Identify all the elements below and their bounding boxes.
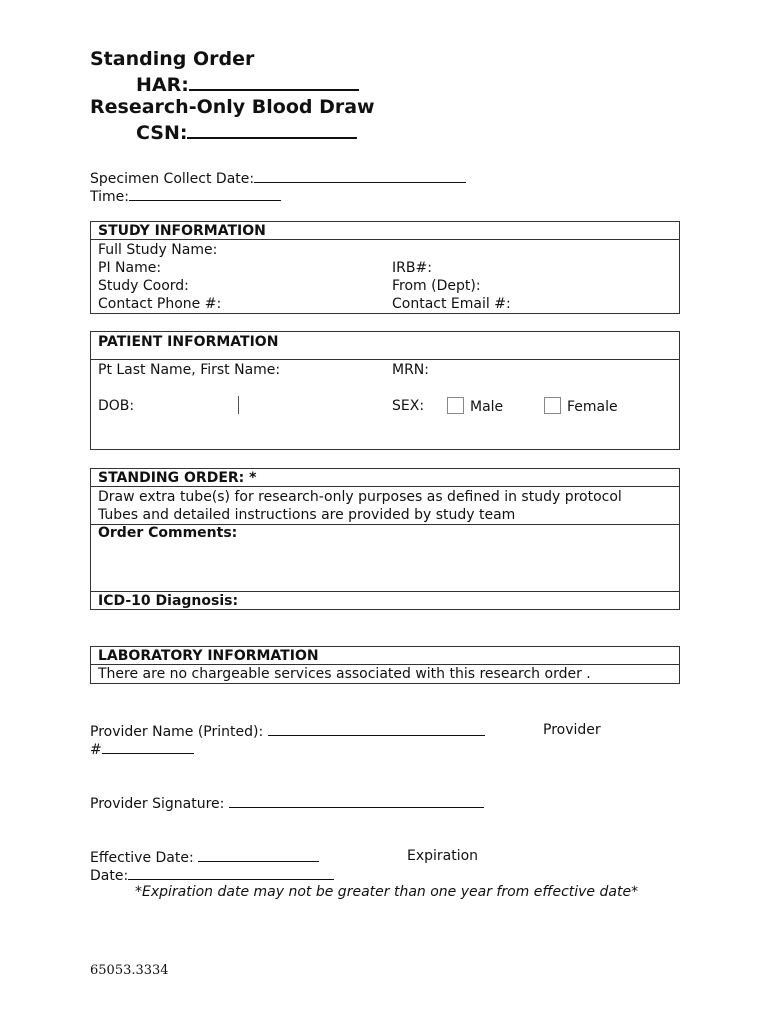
har-field[interactable] [189, 71, 359, 91]
female-checkbox[interactable] [544, 397, 561, 414]
expiration-note: *Expiration date may not be greater than one year from effective date* [135, 884, 639, 900]
title-research-blood-draw: Research-Only Blood Draw [90, 96, 375, 118]
har-label: HAR: [136, 74, 189, 96]
provider-name-line [90, 721, 485, 741]
female-option[interactable] [544, 397, 618, 416]
pi-name-label: PI Name: [98, 260, 162, 276]
footer-code: 65053.3334 [90, 963, 169, 978]
time-line [90, 186, 281, 206]
male-option[interactable] [447, 397, 503, 416]
order-comments-label: Order Comments: [98, 525, 238, 541]
standing-order-box [90, 468, 680, 610]
har-line [136, 71, 359, 97]
expiration-label-a: Expiration [407, 848, 479, 864]
mrn-label: MRN: [392, 362, 429, 378]
expiration-date-line [90, 865, 334, 885]
effective-date-line [90, 847, 319, 867]
provider-name-field[interactable] [268, 721, 485, 736]
specimen-date-field[interactable] [254, 168, 466, 183]
provider-number-field[interactable] [102, 739, 194, 754]
provider-number-line [90, 739, 194, 759]
specimen-date-line [90, 168, 466, 188]
study-info-title: STUDY INFORMATION [98, 223, 266, 239]
lab-info-box [90, 646, 680, 684]
full-study-name-label: Full Study Name: [98, 242, 218, 258]
lab-info-title: LABORATORY INFORMATION [98, 648, 319, 664]
csn-line [136, 119, 357, 145]
standing-order-title: STANDING ORDER: * [98, 470, 257, 486]
provider-signature-line [90, 793, 484, 813]
provider-name-label: Provider Name (Printed): [90, 724, 264, 740]
effective-date-field[interactable] [198, 847, 319, 862]
lab-info-text: There are no chargeable services associated with this research order . [98, 666, 591, 682]
time-label: Time: [90, 189, 129, 205]
title-standing-order: Standing Order [90, 48, 255, 70]
standing-order-line1: Draw extra tube(s) for research-only purposes as defined in study protocol [98, 489, 622, 505]
dob-text-cursor[interactable] [238, 396, 239, 414]
standing-order-line2: Tubes and detailed instructions are provided by study team [98, 507, 516, 523]
icd10-label: ICD-10 Diagnosis: [98, 593, 239, 609]
expiration-date-field[interactable] [128, 865, 334, 880]
provider-signature-label: Provider Signature: [90, 796, 225, 812]
effective-date-label: Effective Date: [90, 850, 194, 866]
contact-phone-label: Contact Phone #: [98, 296, 222, 312]
contact-email-label: Contact Email #: [392, 296, 511, 312]
study-coord-label: Study Coord: [98, 278, 189, 294]
patient-info-title: PATIENT INFORMATION [98, 334, 279, 350]
csn-label: CSN: [136, 122, 188, 144]
provider-number-label-b: # [90, 742, 102, 758]
provider-number-label-a: Provider [543, 722, 601, 738]
sex-label: SEX: [392, 398, 425, 414]
time-field[interactable] [129, 186, 281, 201]
patient-name-label: Pt Last Name, First Name: [98, 362, 281, 378]
study-info-box [90, 221, 680, 314]
dob-label: DOB: [98, 398, 135, 414]
provider-signature-field[interactable] [229, 793, 484, 808]
male-label: Male [470, 399, 504, 415]
irb-label: IRB#: [392, 260, 432, 276]
from-dept-label: From (Dept): [392, 278, 481, 294]
female-label: Female [567, 399, 618, 415]
patient-info-box [90, 331, 680, 450]
male-checkbox[interactable] [447, 397, 464, 414]
csn-field[interactable] [187, 119, 357, 139]
expiration-label-b: Date: [90, 868, 129, 884]
specimen-date-label: Specimen Collect Date: [90, 171, 255, 187]
